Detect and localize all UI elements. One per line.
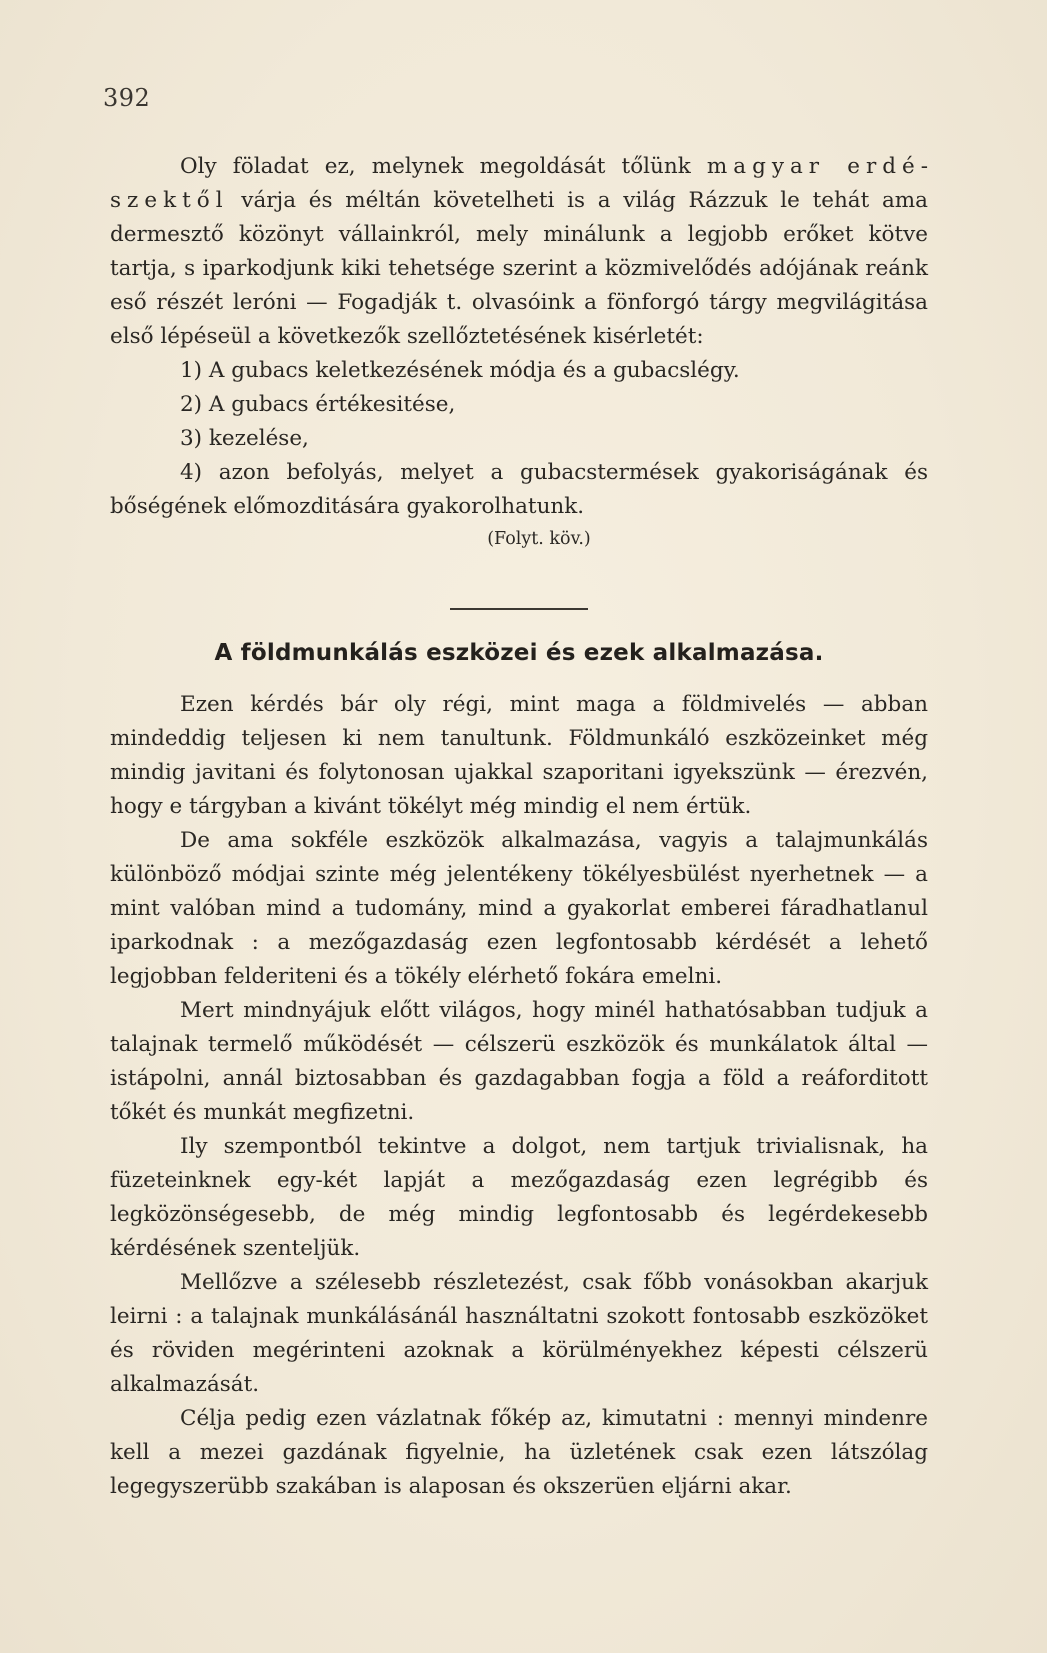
article-body <box>110 688 928 1504</box>
intro-text-start: Oly föladat ez, melynek megoldását tőlünk <box>180 154 707 179</box>
article-paragraph-1: Ezen kérdés bár oly régi, mint maga a földmivelés — abban mindeddig teljesen ki nem tanultunk. Földmunkáló eszközeinket még mindig javitani és folytonosan ujakkal szaporitani igyekszünk — érezvén, hogy e tárgyban a kivánt tökélyt még mindig el nem értük. <box>110 692 928 819</box>
intro-text-end: várja és méltán követelheti is a világ Rázzuk le tehát ama dermesztő közönyt vállainkról, mely minálunk a legjobb erőket kötve tartja, s iparkodjunk kiki tehetsége szerint a közmivelődés adójának reánk eső részét leróni — Fogadják t. olvasóink a fönforgó tárgy megvilágitása első lépéseül a következők szellőztetésének kisérletét: <box>110 188 928 349</box>
page-number: 392 <box>103 84 151 112</box>
article-paragraph-4: Ily szempontból tekintve a dolgot, nem tartjuk trivialisnak, ha füzeteinknek egy-két lapját a mezőgazdaság ezen legrégibb és legközönségesebb, de még mindig legfontosabb és legérdekesebb kérdésének szenteljük. <box>110 1134 928 1261</box>
intro-paragraph <box>110 150 928 354</box>
article-paragraph-2: De ama sokféle eszközök alkalmazása, vagyis a talajmunkálás különböző módjai szinte még jelentékeny tökélyesbülést nyerhetnek — a mint valóban mind a tudomány, mind a gyakorlat emberei fáradhatlanul iparkodnak : a mezőgazdaság ezen legfontosabb kérdését a lehető legjobban felderiteni és a tökély elérhető fokára emelni. <box>110 828 928 989</box>
continuation-note: (Folyt. köv.) <box>487 529 591 549</box>
list-item-4: 4) azon befolyás, melyet a gubacstermések gyakoriságának és bőségének előmozditására gyakorolhatunk. <box>110 460 928 519</box>
article-paragraph-5: Mellőzve a szélesebb részletezést, csak főbb vonásokban akarjuk leirni : a talajnak munkálásánál használtatni szokott fontosabb eszközöket és röviden megérinteni azoknak a körülményekhez képesti célszerü alkalmazását. <box>110 1270 928 1397</box>
list-item-1: 1) A gubacs keletkezésének módja és a gubacslégy. <box>180 358 740 383</box>
previous-article-ending <box>110 150 928 554</box>
article-title: A földmunkálás eszközei és ezek alkalmazása. <box>214 640 824 666</box>
list-item-2: 2) A gubacs értékesitése, <box>180 392 456 417</box>
article-paragraph-3: Mert mindnyájuk előtt világos, hogy minél hathatósabban tudjuk a talajnak termelő működését — célszerü eszközök és munkálatok által — istápolni, annál biztosabban és gazdagabban fogja a föld a reáforditott tőkét és munkát megfizetni. <box>110 998 928 1125</box>
section-divider <box>450 608 588 610</box>
article-paragraph-6: Célja pedig ezen vázlatnak főkép az, kimutatni : mennyi mindenre kell a mezei gazdának figyelnie, ha üzletének csak ezen látszólag legegyszerübb szakában is alaposan és okszerüen eljárni akar. <box>110 1406 928 1499</box>
list-item-3: 3) kezelése, <box>180 426 309 451</box>
intro-spaced-text: magyar erdészektől <box>110 154 928 213</box>
